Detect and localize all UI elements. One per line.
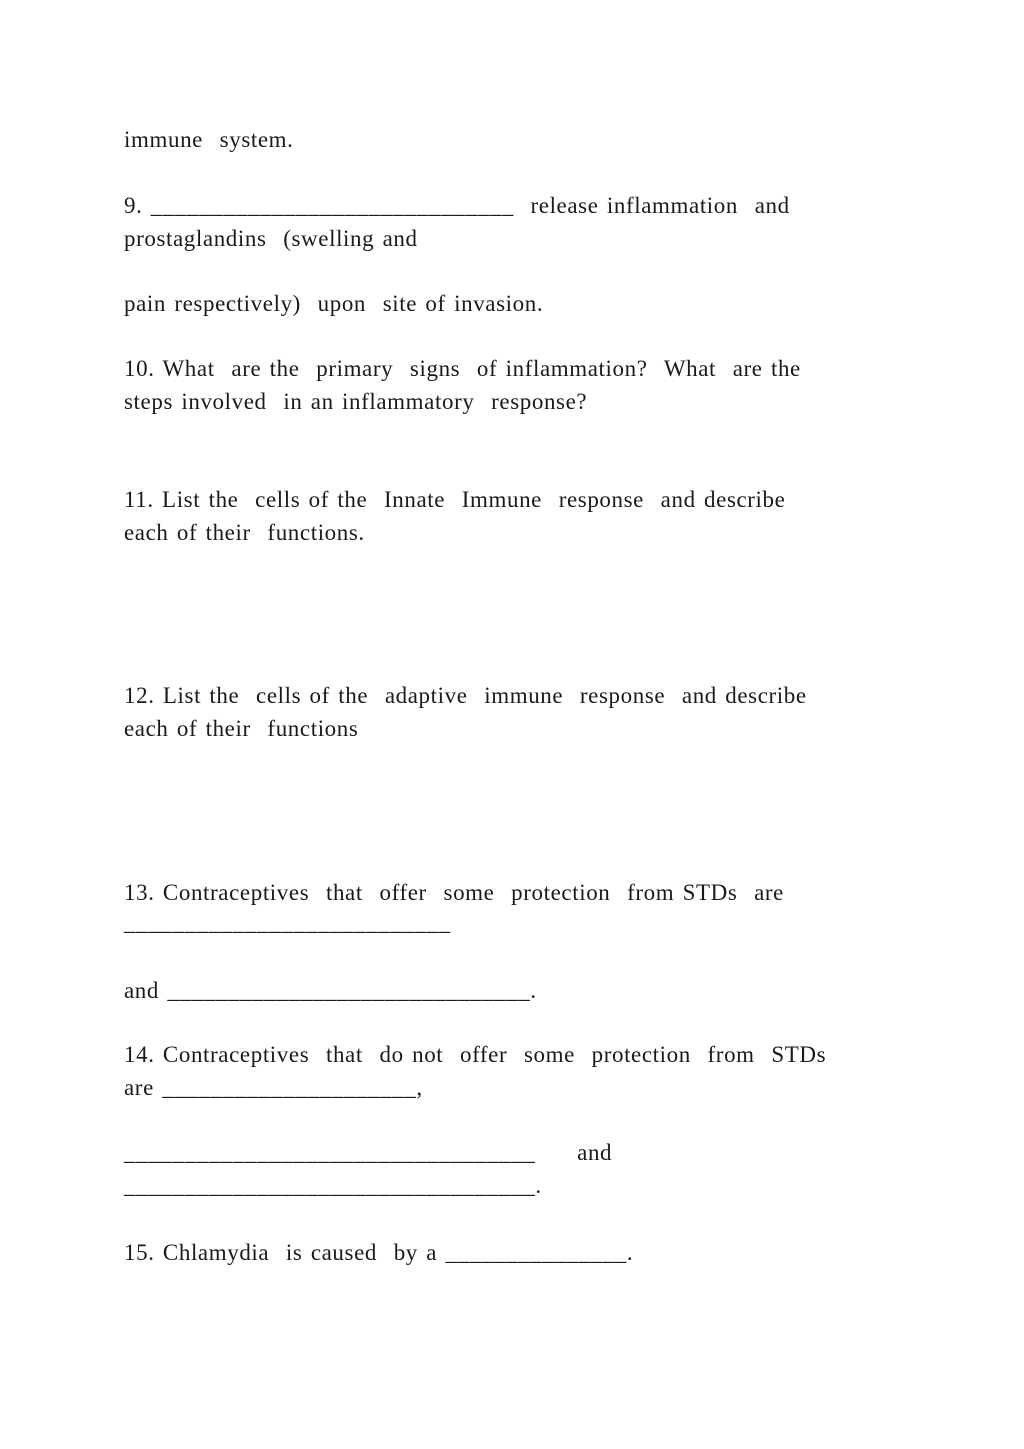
question-12-line-2: each of their functions [124, 716, 359, 741]
question-13-line-3: and ______________________________. [124, 978, 537, 1003]
question-10-line-2: steps involved in an inflammatory response? [124, 389, 588, 414]
question-11-line-1: 11. List the cells of the Innate Immune response and describe [124, 487, 786, 512]
question-10-line-1: 10. What are the primary signs of inflammation? What are the [124, 356, 801, 381]
question-12-line-1: 12. List the cells of the adaptive immune response and describe [124, 683, 807, 708]
question-14-line-2: are _____________________, [124, 1075, 423, 1100]
question-13-line-2: ___________________________ [124, 910, 451, 935]
question-14-line-3: __________________________________ and [124, 1140, 613, 1165]
question-9-line-3: pain respectively) upon site of invasion. [124, 291, 544, 316]
question-13-line-1: 13. Contraceptives that offer some protection from STDs are [124, 880, 784, 905]
question-14-line-1: 14. Contraceptives that do not offer some protection from STDs [124, 1042, 827, 1067]
question-14-line-4: __________________________________. [124, 1173, 542, 1198]
question-9-line-1: 9. ______________________________ release inflammation and [124, 193, 790, 218]
question-9-line-2: prostaglandins (swelling and [124, 226, 418, 251]
question-11-line-2: each of their functions. [124, 520, 365, 545]
question-15-line-1: 15. Chlamydia is caused by a _______________. [124, 1240, 634, 1265]
text-line: immune system. [124, 127, 294, 152]
